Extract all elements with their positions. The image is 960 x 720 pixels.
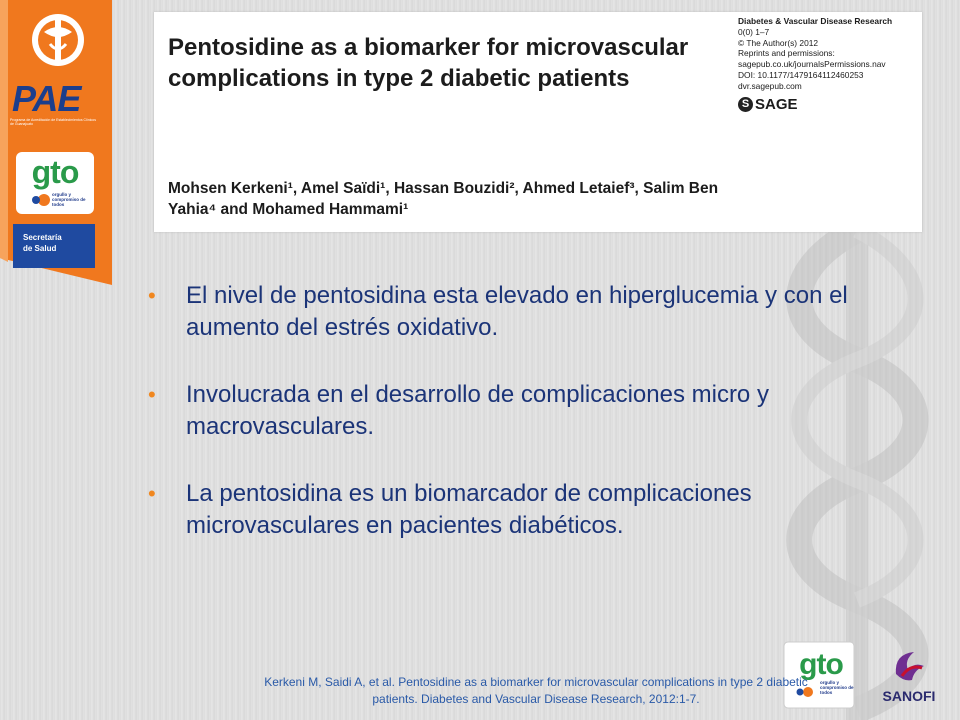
paper-title: Pentosidine as a biomarker for microvascular complications in type 2 diabetic patients bbox=[168, 34, 689, 92]
secretaria-line2: de Salud bbox=[23, 244, 57, 253]
citation: Kerkeni M, Saidi A, et al. Pentosidine as a biomarker for microvascular complications in type 2 diabetic patients. Diabetes and Vascular Disease Research, 2012:1-7. bbox=[264, 675, 808, 706]
sage-icon: S bbox=[738, 97, 753, 112]
sanofi-bird-icon bbox=[874, 644, 944, 688]
bullet-item bbox=[140, 478, 910, 542]
sage-logo bbox=[738, 96, 922, 114]
paper-doi: DOI: 10.1177/1479164112460253 bbox=[738, 69, 864, 80]
journal-site: dvr.sagepub.com bbox=[738, 80, 802, 91]
secretaria-de-salud-logo bbox=[13, 224, 95, 268]
paper-metadata bbox=[738, 16, 922, 114]
paper-reprints: Reprints and permissions: bbox=[738, 48, 835, 59]
pae-logo: PAE bbox=[12, 78, 81, 119]
bullet-text: Involucrada en el desarrollo de complicaciones micro y macrovasculares. bbox=[186, 381, 769, 440]
bullet-list bbox=[140, 280, 910, 577]
bullet-text: La pentosidina es un biomarcador de complicaciones microvasculares en pacientes diabéticos. bbox=[186, 480, 752, 539]
journal-issue: 0(0) 1–7 bbox=[738, 26, 770, 37]
journal-name: Diabetes & Vascular Disease Research bbox=[738, 16, 893, 26]
sanofi-logo bbox=[874, 644, 944, 710]
secretaria-line1: Secretaría bbox=[23, 233, 62, 242]
sanofi-text: SANOFI bbox=[882, 688, 936, 704]
bullet-dot-icon: • bbox=[148, 481, 156, 506]
paper-header bbox=[154, 12, 922, 232]
left-banner bbox=[0, 0, 112, 290]
paper-authors: Mohsen Kerkeni¹, Amel Saïdi¹, Hassan Bouzidi², Ahmed Letaief³, Salim Ben Yahia⁴ and Mohamed Hammami¹ bbox=[168, 180, 719, 218]
gto-slogan: orgullo y compromiso de todos bbox=[52, 192, 86, 207]
bullet-item bbox=[140, 379, 910, 443]
permissions-url: sagepub.co.uk/journalsPermissions.nav bbox=[738, 59, 886, 70]
bullet-item bbox=[140, 280, 910, 344]
paper-copyright: © The Author(s) 2012 bbox=[738, 37, 819, 48]
sage-logo-text: SAGE bbox=[755, 95, 798, 113]
pae-logo-subtitle: Programa de Acreditación de Establecimientos Clínicos de Guanajuato bbox=[10, 118, 96, 126]
bullet-dot-icon: • bbox=[148, 283, 156, 308]
gto-badge bbox=[16, 152, 94, 214]
gto-logo-text: gto bbox=[31, 154, 79, 190]
bullet-text: El nivel de pentosidina esta elevado en hiperglucemia y con el aumento del estrés oxidativo. bbox=[186, 282, 848, 341]
gto-footer-text: gto bbox=[799, 648, 843, 681]
bullet-dot-icon: • bbox=[148, 382, 156, 407]
gto-footer-slogan: orgullo y compromiso de todos bbox=[820, 680, 854, 695]
